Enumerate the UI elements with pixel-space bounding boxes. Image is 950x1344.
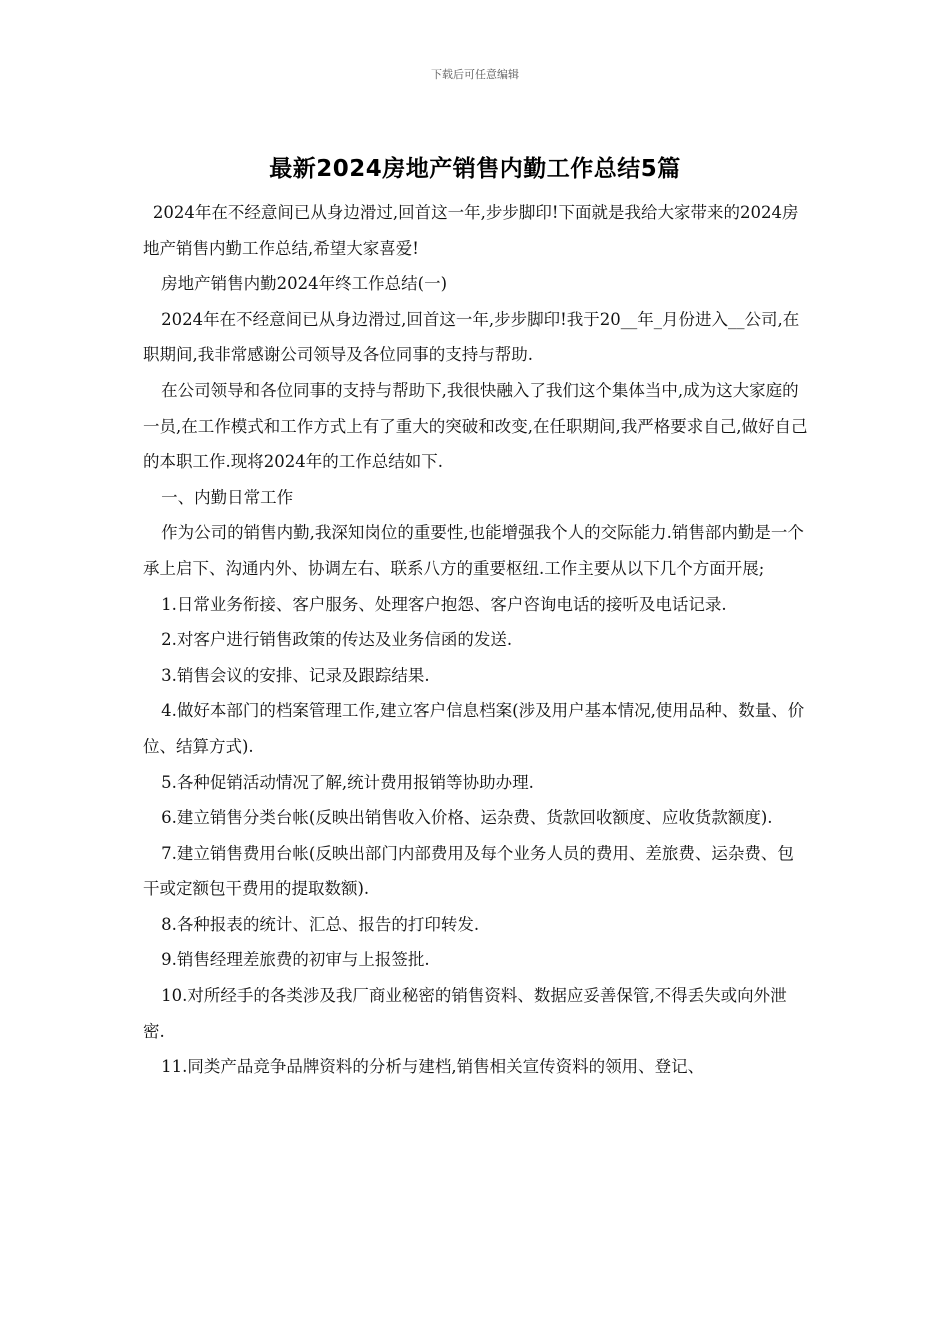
paragraph: 2024年在不经意间已从身边滑过,回首这一年,步步脚印!我于20__年_月份进入__公司,在职期间,我非常感谢公司领导及各位同事的支持与帮助.: [143, 309, 800, 365]
list-item: 9.销售经理差旅费的初审与上报签批.: [161, 950, 430, 970]
document-title: 最新2024房地产销售内勤工作总结5篇: [269, 156, 681, 182]
section-heading: 一、内勤日常工作: [161, 487, 294, 507]
paragraph: 作为公司的销售内勤,我深知岗位的重要性,也能增强我个人的交际能力.销售部内勤是一个承上启下、沟通内外、协调左右、联系八方的重要枢纽.工作主要从以下几个方面开展;: [143, 523, 804, 578]
list-item: 4.做好本部门的档案管理工作,建立客户信息档案(涉及用户基本情况,使用品种、数量、价位、结算方式).: [143, 701, 805, 756]
list-item: 10.对所经手的各类涉及我厂商业秘密的销售资料、数据应妥善保管,不得丢失或向外泄密.: [143, 986, 787, 1041]
paragraph-intro: 2024年在不经意间已从身边滑过,回首这一年,步步脚印!下面就是我给大家带来的2024房地产销售内勤工作总结,希望大家喜爱!: [143, 203, 799, 258]
list-item: 8.各种报表的统计、汇总、报告的打印转发.: [161, 914, 480, 934]
list-item: 1.日常业务衔接、客户服务、处理客户抱怨、客户咨询电话的接听及电话记录.: [161, 594, 727, 614]
list-item: 11.同类产品竞争品牌资料的分析与建档,销售相关宣传资料的领用、登记、: [161, 1057, 705, 1077]
paragraph: 在公司领导和各位同事的支持与帮助下,我很快融入了我们这个集体当中,成为这大家庭的一员,在工作模式和工作方式上有了重大的突破和改变,在任职期间,我严格要求自己,做好自己的本职工作.现将2024年的工作总结如下.: [143, 380, 808, 472]
list-item: 6.建立销售分类台帐(反映出销售收入价格、运杂费、货款回收额度、应收货款额度).: [161, 808, 773, 828]
document-body: [143, 195, 808, 1085]
list-item: 7.建立销售费用台帐(反映出部门内部费用及每个业务人员的费用、差旅费、运杂费、包干或定额包干费用的提取数额).: [143, 843, 794, 899]
list-item: 5.各种促销活动情况了解,统计费用报销等协助办理.: [161, 772, 534, 792]
section-heading: 房地产销售内勤2024年终工作总结(一): [161, 274, 448, 294]
list-item: 2.对客户进行销售政策的传达及业务信函的发送.: [161, 630, 513, 650]
list-item: 3.销售会议的安排、记录及跟踪结果.: [161, 665, 430, 685]
header-note: 下载后可任意编辑: [431, 68, 519, 81]
